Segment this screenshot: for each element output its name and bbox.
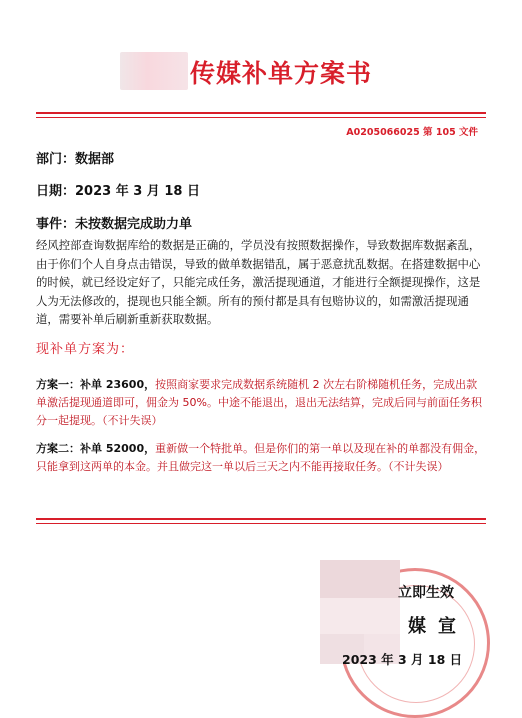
event-line: 事件：未按数据完成助力单 <box>36 217 193 232</box>
redacted-block <box>320 560 400 598</box>
date-line: 日期：2023 年 3 月 18 日 <box>36 184 200 199</box>
redacted-block <box>320 598 400 634</box>
plan-one-label: 方案一：补单 23600， <box>36 378 156 391</box>
redacted-logo-block <box>120 52 188 90</box>
plan-two-label: 方案二：补单 52000， <box>36 442 156 455</box>
footer-divider-thick <box>36 518 486 520</box>
signer-name: 媒宣 <box>408 616 468 637</box>
signature-date: 2023 年 3 月 18 日 <box>342 652 463 667</box>
header-divider-thin <box>36 117 486 118</box>
plan-two-text: 重新做一个特批单。但是你们的第一单以及现在补的单都没有佣金，只能拿到这两单的本金。并且做完这一单以后三天之内不能再接取任务。（不计失误） <box>36 442 486 473</box>
plan-one <box>36 376 486 430</box>
footer-divider-thin <box>36 523 486 524</box>
body-paragraph: 经风控部查询数据库给的数据是正确的，学员没有按照数据操作，导致数据库数据紊乱，由于你们个人自身点击错误，导致的做单数据错乱，属于恶意扰乱数据。在搭建数据中心的时候，就已经设定好了，只能完成任务，激活提现通道，才能进行全额提现操作，这是人为无法修改的，提现也只能全额。所有的预付都是具有包赔协议的，如需激活提现通道，需要补单后刷新重新获取数据。 <box>36 238 481 326</box>
effective-notice: 立即生效 <box>398 585 454 601</box>
header-divider-thick <box>36 112 486 114</box>
document-number: A0205066025 第 105 文件 <box>346 127 478 138</box>
plan-one-text: 按照商家要求完成数据系统随机 2 次左右阶梯随机任务，完成出款单激活提现通道即可，佣金为 50%。中途不能退出，退出无法结算，完成后同与前面任务积分一起提现。（不计失误） <box>36 378 482 427</box>
department-line: 部门：数据部 <box>36 152 115 167</box>
plans-heading: 现补单方案为： <box>36 342 135 357</box>
plan-two <box>36 440 486 476</box>
document-title: 传媒补单方案书 <box>190 59 373 88</box>
